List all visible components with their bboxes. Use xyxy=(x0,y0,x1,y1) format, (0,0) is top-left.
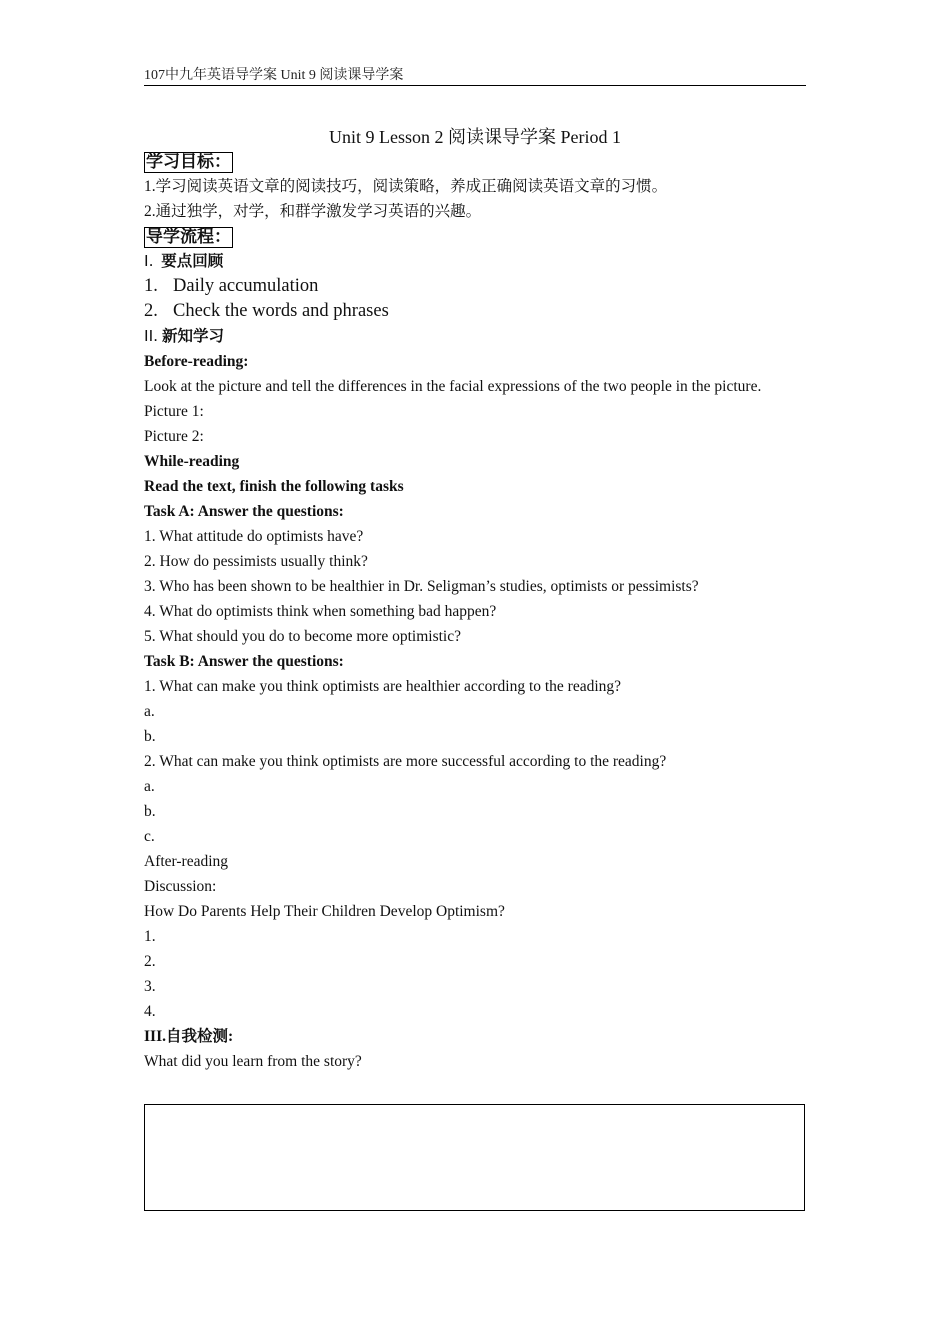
review-item-number: 2. xyxy=(144,301,158,321)
task-b-heading: Task B: Answer the questions: xyxy=(144,653,344,670)
section-numeral: I. xyxy=(144,252,154,270)
task-a-question: 1. What attitude do optimists have? xyxy=(144,528,364,545)
self-check-question: What did you learn from the story? xyxy=(144,1053,362,1070)
discussion-point: 1. xyxy=(144,928,156,945)
page-header: 107中九年英语导学案 Unit 9 阅读课导学案 xyxy=(144,66,806,86)
task-a-question: 2. How do pessimists usually think? xyxy=(144,553,368,570)
review-item xyxy=(144,299,806,324)
answer-option: c. xyxy=(144,828,155,845)
flow-heading-row xyxy=(144,224,806,249)
task-a-question: 4. What do optimists think when something bad happen? xyxy=(144,603,497,620)
review-item xyxy=(144,274,806,299)
answer-option: a. xyxy=(144,703,155,720)
after-reading-heading: After-reading xyxy=(144,853,229,870)
section-review-heading xyxy=(144,249,806,274)
task-a-question: 3. Who has been shown to be healthier in Dr. Seligman’s studies, optimists or pessimists? xyxy=(144,578,699,595)
picture-1-label: Picture 1: xyxy=(144,403,204,420)
section-title: 新知学习 xyxy=(161,327,224,345)
discussion-point: 2. xyxy=(144,953,156,970)
while-reading-heading: While-reading xyxy=(144,453,240,470)
discussion-point: 4. xyxy=(144,1003,156,1020)
objectives-heading: 学习目标： xyxy=(146,152,231,172)
answer-box[interactable] xyxy=(144,1104,805,1211)
document-body xyxy=(144,149,806,1074)
objectives-heading-row xyxy=(144,149,806,174)
answer-option: b. xyxy=(144,803,156,820)
self-check-heading: III.自我检测: xyxy=(144,1028,234,1045)
before-reading-instruction: Look at the picture and tell the differences in the facial expressions of the two people in the picture. xyxy=(144,378,762,395)
review-item-number: 1. xyxy=(144,276,158,296)
discussion-label: Discussion: xyxy=(144,878,217,895)
review-item-text: Check the words and phrases xyxy=(173,301,389,321)
answer-option: b. xyxy=(144,728,156,745)
document-title: Unit 9 Lesson 2 阅读课导学案 Period 1 xyxy=(329,127,621,147)
answer-option: a. xyxy=(144,778,155,795)
flow-heading: 导学流程： xyxy=(146,227,231,247)
review-item-text: Daily accumulation xyxy=(173,276,319,296)
discussion-point: 3. xyxy=(144,978,156,995)
section-title: 要点回顾 xyxy=(161,252,224,270)
picture-2-label: Picture 2: xyxy=(144,428,204,445)
section-numeral: II. xyxy=(144,327,159,345)
section-new-knowledge-heading xyxy=(144,324,806,349)
task-a-question: 5. What should you do to become more optimistic? xyxy=(144,628,461,645)
task-a-heading: Task A: Answer the questions: xyxy=(144,503,344,520)
objective-item: 1.学习阅读英语文章的阅读技巧，阅读策略，养成正确阅读英语文章的习惯。 xyxy=(144,178,668,195)
while-reading-subheading: Read the text, finish the following tasks xyxy=(144,478,404,495)
task-b-question: 2. What can make you think optimists are more successful according to the reading? xyxy=(144,753,667,770)
task-b-question: 1. What can make you think optimists are healthier according to the reading? xyxy=(144,678,622,695)
objective-item: 2.通过独学，对学，和群学激发学习英语的兴趣。 xyxy=(144,203,482,220)
discussion-question: How Do Parents Help Their Children Develop Optimism? xyxy=(144,903,505,920)
before-reading-heading: Before-reading: xyxy=(144,353,249,370)
